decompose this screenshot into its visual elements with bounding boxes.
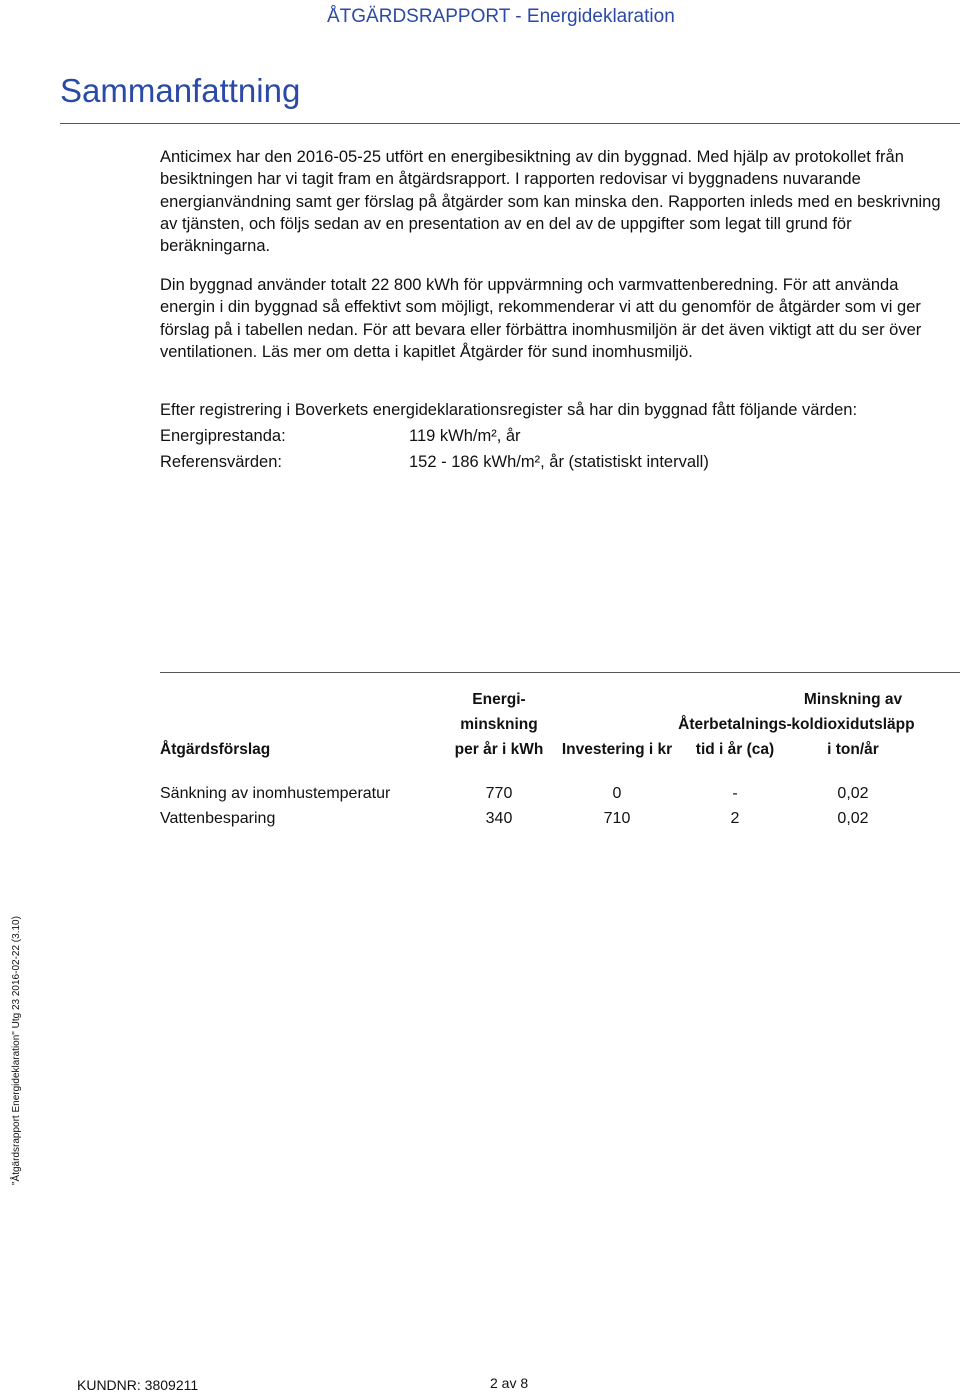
header-investering <box>562 737 672 762</box>
header-energi-line: per år i kWh <box>454 741 544 758</box>
table-top-divider <box>160 672 960 673</box>
header-koldioxid-line: i ton/år <box>827 741 879 758</box>
header-atgard-line: Åtgärdsförslag <box>160 741 271 758</box>
intro-paragraph: Anticimex har den 2016-05-25 utfört en energibesiktning av din byggnad. Med hjälp av protokollet från besiktningen har vi tagit fram en åtgärdsrapport. I rapporten redovisar vi byggnadens nuvarande energianvändning samt ger förslag på åtgärder som kan minska den. Rapporten inleds med en beskrivning av tjänsten, och följs sedan av en presentation av en del av de uppgifter som legat till grund för beräkningarna. <box>160 148 941 256</box>
header-energi-line: Energi- <box>472 691 526 708</box>
page-title: Sammanfattning <box>60 72 301 109</box>
report-header-title: ÅTGÄRDSRAPPORT - Energideklaration <box>327 6 675 27</box>
header-energi-line: minskning <box>460 716 538 733</box>
table-row-1-atgard: Sänkning av inomhustemperatur <box>160 785 391 802</box>
header-energiminskning <box>455 687 544 762</box>
table-row-2-investering: 710 <box>603 810 631 827</box>
referens-label: Referensvärden: <box>160 453 282 471</box>
table-row-2-koldioxid: 0,02 <box>837 810 869 827</box>
table-row-2-atgard: Vattenbesparing <box>160 810 276 827</box>
energy-use-paragraph: Din byggnad använder totalt 22 800 kWh för uppvärmning och varmvattenberedning. För att använda energin i din byggnad så effektivt som möjligt, rekommenderar vi att du genomför de åtgärder som vi ger förslag på i tabellen nedan. För att bevara eller förbättra inomhusmiljön är det även viktigt att du ser över ventilationen. Läs mer om detta i kapitlet Åtgärder för sund inomhusmiljö. <box>160 276 922 361</box>
table-row-1-koldioxid: 0,02 <box>837 785 869 802</box>
energiprestanda-row <box>160 427 521 446</box>
header-atgardsforslag <box>160 737 270 762</box>
header-aterbetalning-line: tid i år (ca) <box>695 741 775 758</box>
table-row-1-aterbetalning: - <box>732 785 738 802</box>
table-row-1-investering: 0 <box>612 785 622 802</box>
header-aterbetalning-line: Återbetalnings- <box>678 716 792 733</box>
energiprestanda-label: Energiprestanda: <box>160 427 286 445</box>
header-aterbetalningstid <box>678 712 792 762</box>
table-row-2-aterbetalning: 2 <box>730 810 740 827</box>
referens-row <box>160 453 709 472</box>
customer-number: KUNDNR: 3809211 <box>77 1377 199 1393</box>
table-row-2-energi: 340 <box>485 810 513 827</box>
page-number: 2 av 8 <box>490 1375 529 1391</box>
title-divider <box>60 123 960 124</box>
document-version-note: "Åtgärdsrapport Energideklaration" Utg 23 2016-02-22 (3.10) <box>11 916 22 1185</box>
referens-value: 152 - 186 kWh/m², år (statistiskt intervall) <box>409 453 709 471</box>
header-koldioxidminskning <box>791 687 914 762</box>
header-investering-line: Investering i kr <box>561 741 673 758</box>
energiprestanda-value: 119 kWh/m², år <box>409 427 521 445</box>
header-koldioxid-line: Minskning av <box>803 691 903 708</box>
header-koldioxid-line: koldioxidutsläpp <box>791 716 915 733</box>
registration-paragraph: Efter registrering i Boverkets energideklarationsregister så har din byggnad fått följande värden: <box>160 401 858 419</box>
table-row-1-energi: 770 <box>485 785 513 802</box>
